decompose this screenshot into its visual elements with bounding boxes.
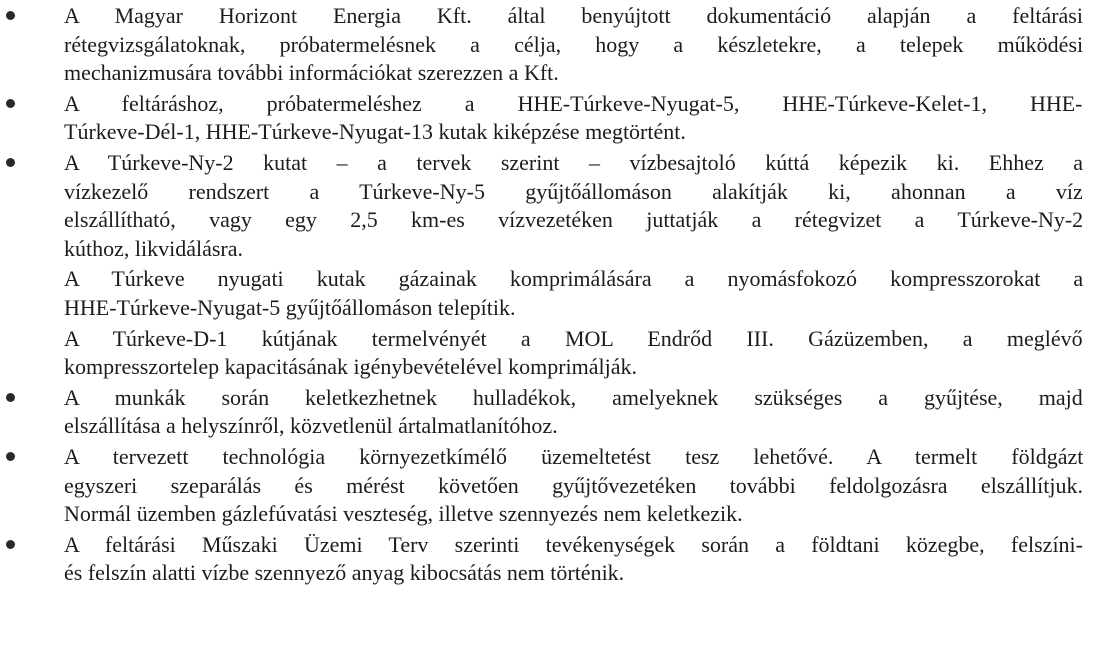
bullet-dot-icon [6,393,15,402]
text-line: vízkezelő rendszert a Túrkeve-Ny-5 gyűjtőállomáson alakítják ki, ahonnan a víz [64,178,1083,204]
text-line: Túrkeve-Dél-1, HHE-Túrkeve-Nyugat-13 kutak kiképzése megtörtént. [64,119,686,145]
text-line: és felszín alatti vízbe szennyező anyag kibocsátás nem történik. [64,560,625,586]
bullet-item-exploration-goal [6,2,1083,88]
text-line: A Magyar Horizont Energia Kft. által benyújtott dokumentáció alapján a feltárási [64,3,1083,28]
text-line: A Túrkeve-Ny-2 kutat – a tervek szerint – vízbesajtoló kúttá képezik ki. Ehhez a [64,149,1084,175]
text-line: elszállítható, vagy egy 2,5 km-es vízvezetéken juttatják a rétegvizet a Túrkeve-Ny-2 [64,207,1084,233]
paragraph-compressors-west [6,265,1083,322]
text-line: A munkák során keletkezhetnek hulladékok, amelyeknek szükséges a gyűjtése, majd [64,384,1083,410]
text-line: egyszeri szeparálás és mérést követően gyűjtővezetéken további feldolgozásra elszállítjuk. [64,472,1083,498]
text-line: A feltárási Műszaki Üzemi Terv szerinti tevékenységek során a földtani közegbe, felszíni- [64,531,1083,557]
text-line: mechanizmusára további információkat szerezzen a Kft. [64,60,559,86]
text-line: A tervezett technológia környezetkímélő üzemeltetést tesz lehetővé. A termelt földgázt [64,443,1084,469]
text-line: A Túrkeve nyugati kutak gázainak komprimálására a nyomásfokozó kompresszorokat a [64,266,1084,292]
bullet-item-water-injection [6,149,1083,263]
bullet-dot-icon [6,158,15,167]
bullet-dot-icon [6,452,15,461]
text-line: rétegvizsgálatoknak, próbatermelésnek a célja, hogy a készletekre, a telepek működési [64,31,1084,57]
bullet-dot-icon [6,99,15,108]
text-line: elszállítása a helyszínről, közvetlenül ártalmatlanítóhoz. [64,413,558,439]
text-line: Normál üzemben gázlefúvatási veszteség, illetve szennyezés nem keletkezik. [64,501,743,527]
text-line: A Túrkeve-D-1 kútjának termelvényét a MOL Endrőd III. Gázüzemben, a meglévő [64,325,1083,351]
text-line: HHE-Túrkeve-Nyugat-5 gyűjtőállomáson telepítik. [64,294,516,320]
bullet-dot-icon [6,540,15,549]
bullet-item-wells [6,90,1083,147]
paragraph-compression-endrod [6,325,1083,382]
text-line: kúthoz, likvidálásra. [64,235,244,261]
bullet-item-no-emission [6,531,1083,588]
bullet-dot-icon [6,11,15,20]
text-line: kompresszortelep kapacitásának igénybevételével komprimálják. [64,354,637,380]
bullet-item-technology [6,443,1083,529]
bullet-item-waste [6,384,1083,441]
text-line: A feltáráshoz, próbatermeléshez a HHE-Túrkeve-Nyugat-5, HHE-Túrkeve-Kelet-1, HHE- [64,90,1083,116]
